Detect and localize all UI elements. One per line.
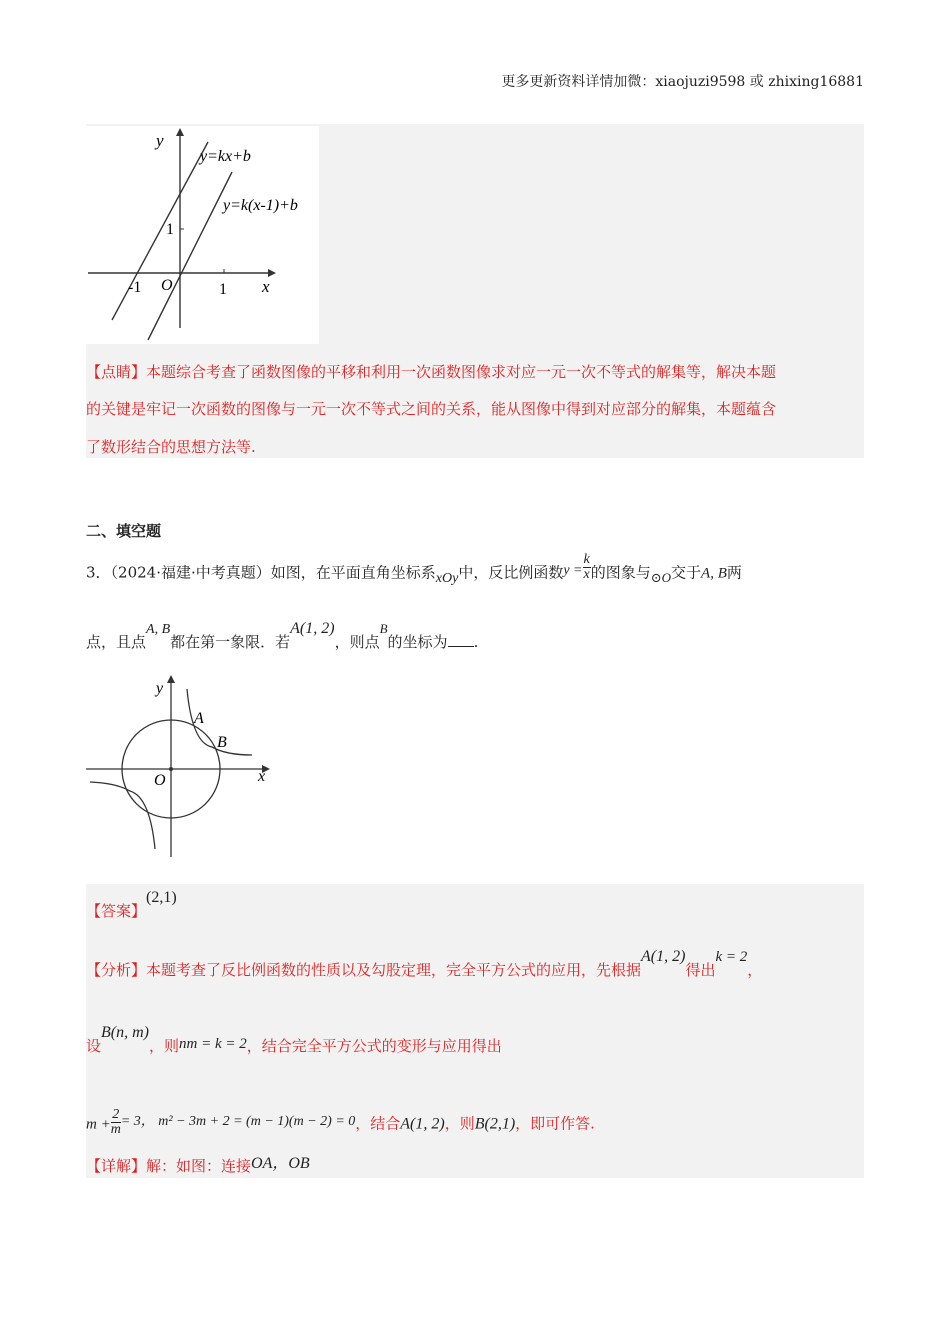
- nm-equals-k: nm = k = 2: [179, 1036, 247, 1052]
- line2-label: y=k(x-1)+b: [223, 197, 298, 214]
- analysis-ze-2: ，则: [444, 1114, 475, 1133]
- q3-text-4: 两: [726, 563, 742, 582]
- origin-label-2: O: [154, 772, 166, 789]
- tick-neg1: -1: [128, 279, 142, 296]
- analysis-text-3: ，结合完全平方公式的变形与应用得出: [246, 1037, 502, 1055]
- point-a-coord: A(1, 2): [290, 620, 335, 637]
- circle-o-symbol: ⊙O: [650, 569, 672, 585]
- answer-tag: 【答案】: [86, 902, 147, 920]
- line1-label: y=kx+b: [200, 148, 251, 165]
- detail-line: [86, 1156, 310, 1177]
- y-axis-label: y: [156, 131, 164, 150]
- point-a-label: A: [194, 710, 204, 727]
- answer-line: [86, 889, 177, 922]
- analysis-line-1: [86, 948, 763, 981]
- origin-label: O: [161, 277, 173, 294]
- analysis-end: ，即可作答.: [515, 1114, 595, 1133]
- analysis-ze: ，则: [149, 1037, 180, 1055]
- k-equals-2: k = 2: [715, 949, 748, 965]
- quadratic-equation: = 3， m² − 3m + 2 = (m − 1)(m − 2) = 0: [120, 1113, 356, 1129]
- analysis-line-3: [86, 1107, 595, 1139]
- question-3-line-2: [86, 620, 479, 654]
- analysis-text-2: 得出: [685, 961, 716, 979]
- analysis-point-a: A(1, 2): [641, 948, 686, 965]
- q3-line2-c: ，则点: [334, 633, 380, 651]
- fraction-denominator: x: [583, 567, 590, 582]
- segments-oa-ob: OA，OB: [251, 1155, 310, 1172]
- analysis-she: 设: [86, 1037, 102, 1055]
- detail-tag: 【详解】: [86, 1157, 147, 1175]
- fraction-numerator: k: [583, 552, 590, 567]
- header-note: 更多更新资料详情加微：xiaojuzi9598 或 zhixing16881: [501, 74, 864, 90]
- analysis-jiehe: ，结合: [355, 1114, 401, 1133]
- question-number: 3．: [86, 563, 111, 582]
- linear-functions-graph: [86, 126, 319, 344]
- dianjing-line-3: 了数形结合的思想方法等.: [86, 438, 256, 456]
- tick-1-x: 1: [219, 281, 227, 298]
- points-ab: A, B: [701, 565, 727, 582]
- y-equals: y =: [563, 562, 583, 578]
- x-axis-label-2: x: [258, 768, 266, 785]
- q3-text-2: 的图象与: [590, 563, 651, 582]
- two-over-m-fraction: [111, 1108, 121, 1137]
- q3-text-1: 中，反比例函数: [458, 563, 564, 582]
- q3-line2-b: 都在第一象限．若: [170, 633, 291, 651]
- eq-m-plus: m +: [86, 1116, 111, 1133]
- q3-line2-d: 的坐标为: [387, 633, 448, 651]
- point-b-label: B: [217, 734, 227, 751]
- section-title: 二、填空题: [86, 522, 162, 540]
- dianjing-tag: 【点睛】: [86, 363, 147, 381]
- points-ab-2: A, B: [146, 622, 171, 637]
- question-3-line-1: [86, 552, 742, 588]
- analysis-line-2: [86, 1024, 502, 1057]
- question-source: （2024·福建·中考真题）如图，在平面直角坐标系: [110, 563, 436, 582]
- q3-line2-end: .: [473, 633, 479, 651]
- point-b-nm: B(n, m): [101, 1024, 149, 1041]
- detail-text: 解：如图：连接: [146, 1157, 252, 1175]
- analysis-comma: ，: [747, 961, 763, 979]
- analysis-text-1: 本题考查了反比例函数的性质以及勾股定理，完全平方公式的应用，先根据: [146, 961, 642, 979]
- answer-blank: [448, 632, 474, 647]
- fraction-numerator-2: 2: [112, 1107, 120, 1122]
- y-axis-label-2: y: [156, 680, 164, 697]
- dianjing-text-1: 本题综合考查了函数图像的平移和利用一次函数图像求对应一元一次不等式的解集等，解决本题: [146, 363, 777, 381]
- dianjing-line-1: [86, 362, 776, 382]
- analysis-a12: A(1, 2): [400, 1115, 445, 1133]
- dianjing-line-2: 的关键是牢记一次函数的图像与一元一次不等式之间的关系，能从图像中得到对应部分的解集，本题蕴含: [86, 400, 777, 418]
- q3-text-3: 交于: [671, 563, 702, 582]
- k-over-x-fraction: [583, 553, 591, 582]
- q3-line2-a: 点，且点: [86, 633, 147, 651]
- tick-1-y: 1: [166, 221, 174, 238]
- analysis-b21: B(2,1): [474, 1115, 516, 1133]
- fraction-denominator-2: m: [110, 1122, 121, 1137]
- x-axis-label: x: [262, 277, 270, 296]
- point-b-symbol: B: [379, 621, 388, 636]
- xoy-symbol: xOy: [435, 570, 459, 586]
- analysis-tag: 【分析】: [86, 961, 147, 979]
- answer-value: (2,1): [146, 889, 177, 906]
- hyperbola-circle-graph: [86, 673, 276, 859]
